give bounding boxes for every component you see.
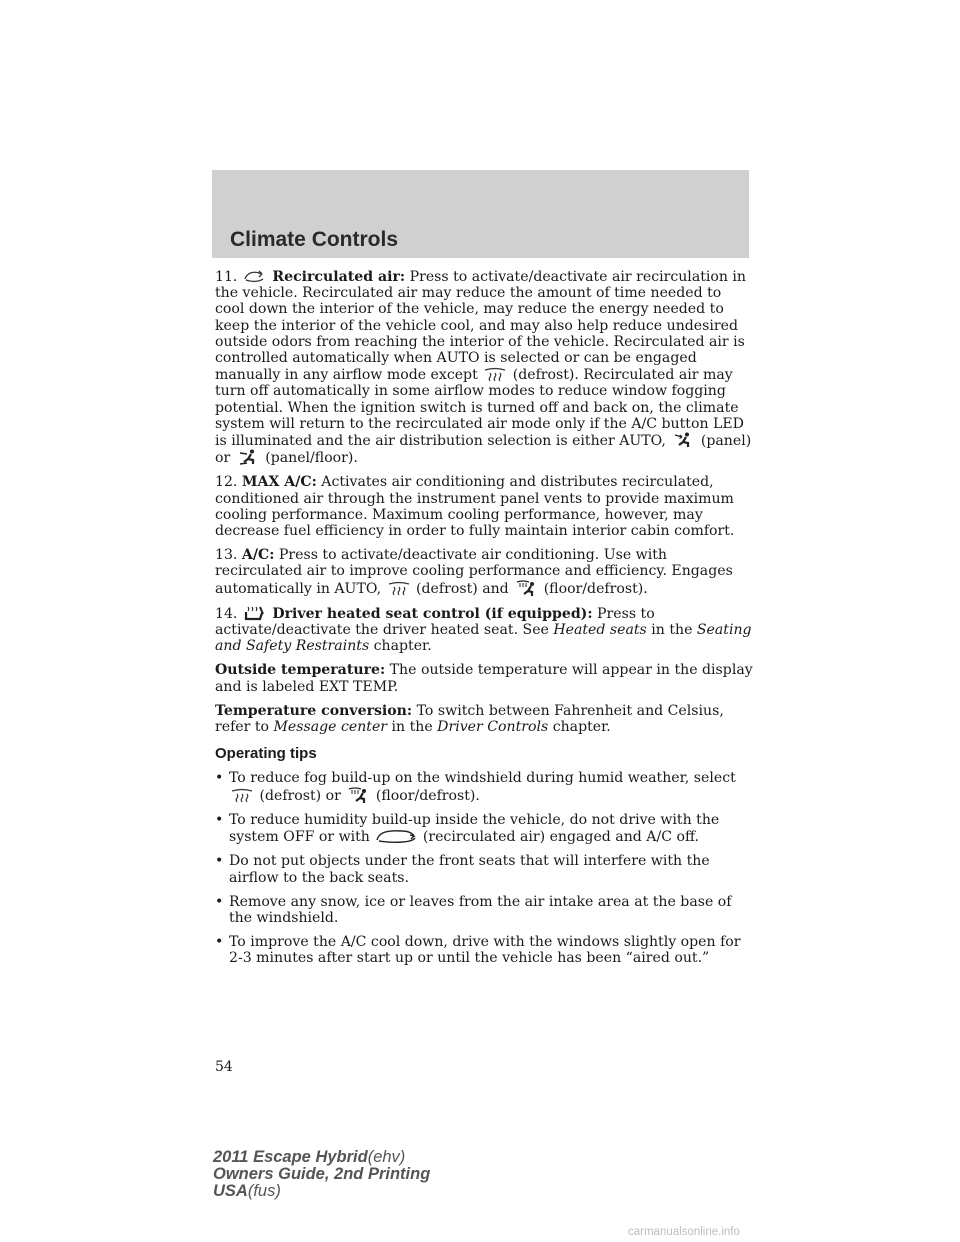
item-text: (panel) or [215, 433, 752, 467]
item-text: To improve the A/C cool down, drive with the windows slightly open for 2-3 minutes after start up or until the vehicle has been “aired out.” [229, 934, 741, 967]
item-number: 14. [215, 605, 238, 622]
outside-temperature [215, 662, 755, 694]
section-heading: Operating tips [215, 745, 317, 763]
list-item [215, 894, 755, 926]
panel-floor-icon [235, 449, 261, 465]
item-text: (defrost). Recirculated air may turn off automatically in some airflow modes to reduce window fogging potential. When the ignition switch is turned off and back on, the climate system will return to the recirculated air mode only if the A/C button LED is illuminated and the air distribution selection is either AUTO, [215, 367, 744, 450]
bullet-dot: • [215, 893, 224, 910]
list-item [215, 934, 755, 966]
defrost-icon [386, 580, 412, 596]
item-text: in the [391, 719, 433, 736]
item-number: 11. [215, 269, 238, 285]
footer-edition: Owners Guide, 2nd Printing [213, 1165, 431, 1183]
page-content [215, 268, 755, 975]
item-title: Driver heated seat control (if equipped): [272, 605, 593, 622]
footer-code: (ehv) [367, 1148, 406, 1166]
item-text: (recirculated air) engaged and A/C off. [422, 829, 699, 846]
footer-market: USA [213, 1182, 248, 1200]
defrost-icon [229, 787, 255, 803]
item-text: Press to activate/deactivate the driver heated seat. See [215, 605, 655, 639]
item-text: To reduce fog build-up on the windshield during humid weather, select [229, 770, 736, 787]
item-text: chapter. [373, 638, 432, 655]
recirculated-air-icon [242, 268, 268, 284]
item-heated-seat [215, 605, 755, 655]
footer-code: (fus) [247, 1182, 281, 1200]
item-number: 13. [215, 547, 238, 564]
list-item [215, 812, 755, 845]
page-number: 54 [215, 1059, 233, 1075]
item-text: in the [651, 622, 693, 639]
list-item [215, 853, 755, 885]
item-text: (defrost) or [259, 787, 341, 804]
list-item [215, 770, 755, 803]
footer-model: 2011 Escape Hybrid [213, 1148, 368, 1166]
item-number: 12. [215, 474, 238, 491]
floor-defrost-icon [513, 580, 539, 596]
bullet-dot: • [215, 853, 224, 870]
item-text: (floor/defrost). [375, 787, 480, 804]
bullet-dot: • [215, 770, 224, 787]
cross-reference: Message center [273, 719, 388, 736]
item-text: chapter. [552, 719, 611, 736]
item-text: Activates air conditioning and distributes recirculated, conditioned air through the instrument panel vents to provide maximum cooling performance. Maximum cooling performance, however, may decrease fuel efficiency in order to fully maintain interior cabin comfort. [215, 474, 735, 540]
watermark: carmanualsonline.info [628, 1226, 740, 1238]
item-title: Outside temperature: [215, 662, 386, 679]
item-max-ac [215, 474, 755, 539]
bullet-dot: • [215, 934, 224, 951]
temperature-conversion [215, 703, 755, 735]
item-text: (panel/floor). [265, 450, 358, 467]
item-text: To reduce humidity build-up inside the vehicle, do not drive with the system OFF or with [229, 811, 720, 846]
cross-reference: Driver Controls [437, 719, 549, 736]
heated-seat-icon [242, 605, 268, 621]
chapter-header [212, 170, 749, 258]
floor-defrost-icon [345, 787, 371, 803]
item-ac [215, 547, 755, 597]
cross-reference: Seating and Safety Restraints [215, 622, 752, 655]
item-text: To switch between Fahrenheit and Celsius, refer to [215, 702, 724, 736]
cross-reference: Heated seats [553, 622, 647, 639]
item-recirculated-air [215, 268, 755, 466]
item-title: A/C: [241, 547, 275, 564]
item-text: Press to activate/deactivate air recirculation in the vehicle. Recirculated air may reduce the amount of time needed to cool down the interior of the vehicle, may reduce the energy needed to keep the interior of the vehicle cool, and may also help reduce undesired outside odors from reaching the interior of the vehicle. Recirculated air is controlled automatically when AUTO is selected or can be engaged manually in any airflow mode except [215, 269, 747, 384]
item-title: Recirculated air: [272, 269, 406, 285]
item-text: Press to activate/deactivate air conditioning. Use with recirculated air to improve cooling performance and efficiency. Engages automatically in AUTO, [215, 547, 733, 597]
document-footer [213, 1149, 430, 1200]
item-text: (floor/defrost). [543, 580, 648, 597]
panel-vent-icon [670, 432, 696, 448]
item-text: (defrost) and [416, 580, 509, 597]
item-title: MAX A/C: [241, 474, 317, 491]
chapter-title: Climate Controls [230, 228, 399, 251]
defrost-icon [482, 366, 508, 382]
item-text: The outside temperature will appear in the display and is labeled EXT TEMP. [215, 662, 753, 695]
recirculated-air-icon [374, 828, 418, 844]
item-text: Do not put objects under the front seats that will interfere with the airflow to the back seats. [229, 853, 710, 886]
item-title: Temperature conversion: [215, 702, 413, 719]
item-text: Remove any snow, ice or leaves from the air intake area at the base of the windshield. [229, 893, 732, 926]
bullet-dot: • [215, 811, 224, 828]
